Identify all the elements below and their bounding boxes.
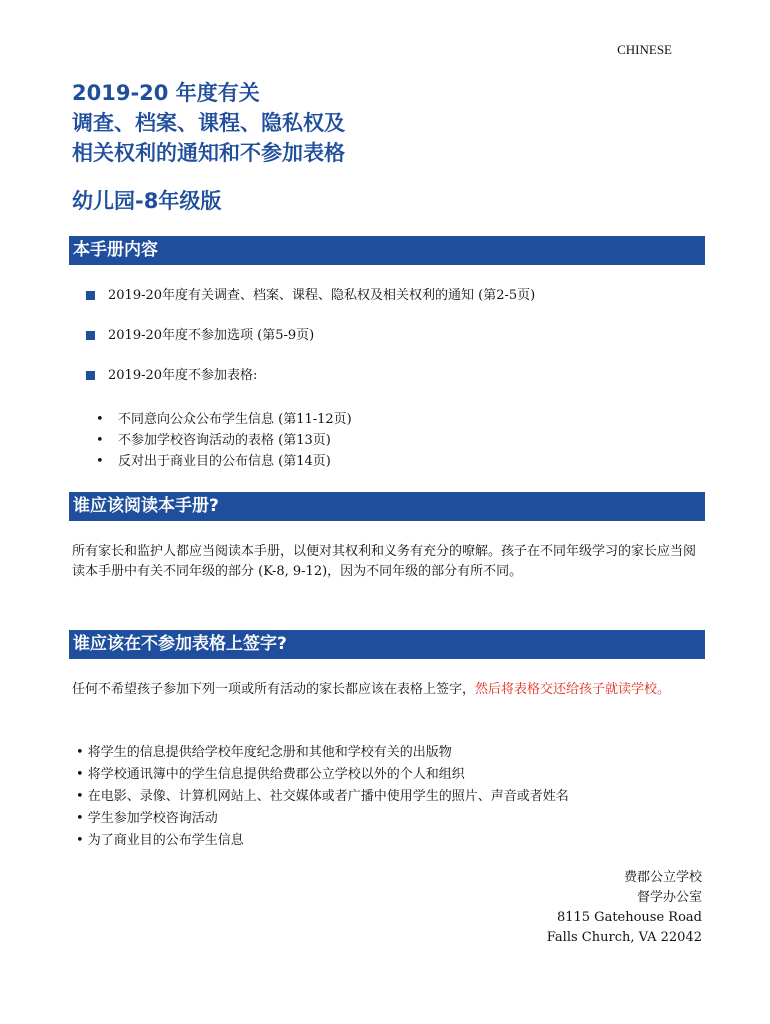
activity-item: • 学生参加学校咨询活动 xyxy=(76,811,218,826)
who-signs-text: 任何不希望孩子参加下列一项或所有活动的家长都应该在表格上签字， xyxy=(72,682,476,697)
document-title xyxy=(72,78,345,168)
address-line-3: 8115 Gatehouse Road xyxy=(556,910,702,925)
bullet-icon: • xyxy=(96,454,104,469)
opt-out-form-text: 不参加学校咨询活动的表格 (第13页) xyxy=(118,433,331,448)
contents-item xyxy=(86,326,535,366)
address-line-4: Falls Church, VA 22042 xyxy=(546,930,702,945)
section-heading-who-signs: 谁应该在不参加表格上签字? xyxy=(69,630,705,659)
opt-out-form-item xyxy=(96,409,352,430)
opt-out-form-text: 不同意向公众公布学生信息 (第11-12页) xyxy=(118,412,352,427)
who-signs-paragraph xyxy=(72,680,708,700)
title-line-1: 2019-20 年度有关 xyxy=(72,81,260,105)
address-line-2: 督学办公室 xyxy=(636,890,702,905)
square-bullet-icon xyxy=(86,291,95,300)
title-line-3: 相关权利的通知和不参加表格 xyxy=(72,141,345,165)
bullet-icon: • xyxy=(96,412,104,427)
return-form-instruction: 然后将表格交还给孩子就读学校。 xyxy=(475,682,671,697)
contents-item-text: 2019-20年度有关调查、档案、课程、隐私权及相关权利的通知 (第2-5页) xyxy=(108,288,536,303)
who-reads-paragraph: 所有家长和监护人都应当阅读本手册，以便对其权利和义务有充分的嘹解。孩子在不同年级学习的家长应当阅读本手册中有关不同年级的部分 (K-8, 9-12)，因为不同年级的部分有所不同。 xyxy=(72,544,697,579)
opt-out-forms-list xyxy=(96,409,352,472)
title-line-2: 调查、档案、课程、隐私权及 xyxy=(72,111,345,135)
section-heading-contents: 本手册内容 xyxy=(69,236,705,265)
opt-out-form-item xyxy=(96,451,352,472)
activities-list xyxy=(76,742,569,852)
opt-out-form-text: 反对出于商业目的公布信息 (第14页) xyxy=(118,454,331,469)
footer-address xyxy=(547,868,702,948)
activity-item: • 将学校通讯簿中的学生信息提供给费郡公立学校以外的个人和组织 xyxy=(76,767,465,782)
activity-item: • 将学生的信息提供给学校年度纪念册和其他和学校有关的出版物 xyxy=(76,745,452,760)
section-heading-who-reads: 谁应该阅读本手册? xyxy=(69,492,705,521)
square-bullet-icon xyxy=(86,331,95,340)
opt-out-form-item xyxy=(96,430,352,451)
language-tag: CHINESE xyxy=(617,42,672,57)
contents-item-text: 2019-20年度不参加选项 (第5-9页) xyxy=(108,328,315,343)
contents-item-text: 2019-20年度不参加表格: xyxy=(108,368,258,383)
contents-item xyxy=(86,286,535,326)
bullet-icon: • xyxy=(96,433,104,448)
activity-item: • 在电影、录像、计算机网站上、社交媒体或者广播中使用学生的照片、声音或者姓名 xyxy=(76,789,569,804)
address-line-1: 费郡公立学校 xyxy=(623,870,702,885)
document-subtitle: 幼儿园-8年级版 xyxy=(72,189,222,213)
activity-item: • 为了商业目的公布学生信息 xyxy=(76,833,244,848)
square-bullet-icon xyxy=(86,371,95,380)
contents-list xyxy=(86,286,535,406)
contents-item xyxy=(86,366,535,406)
